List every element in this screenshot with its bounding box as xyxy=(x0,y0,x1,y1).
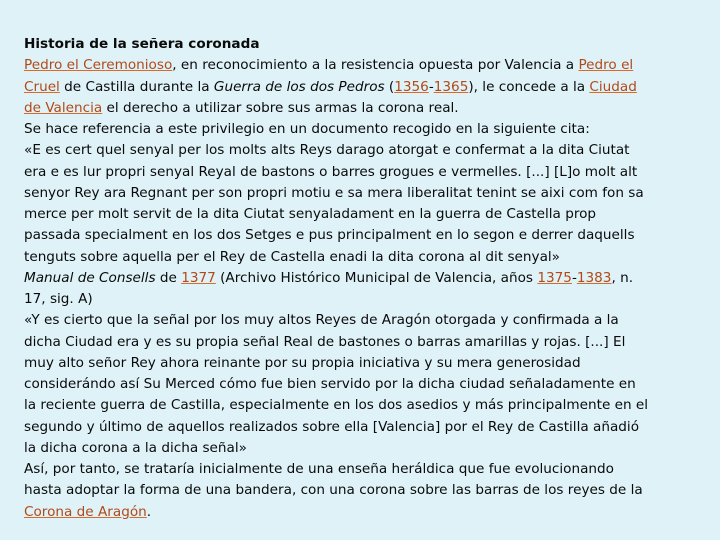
text: ), le concede a la xyxy=(468,78,590,95)
document-body xyxy=(24,34,694,523)
paragraph-1-line-2 xyxy=(24,77,694,98)
quote-spanish-line: considerándo así Su Merced cómo fue bien servido por la dicha ciudad señaladamente en xyxy=(24,376,636,392)
quote-spanish-line: dicha Ciudad era y es su propia señal Real de bastones o barras amarillas y rojas. [...] El xyxy=(24,333,626,350)
quote-spanish-line: la dicha corona a la dicha señal» xyxy=(24,439,247,456)
closing-line-2: hasta adoptar la forma de una bandera, con una corona sobre las barras de los reyes de la xyxy=(24,482,643,499)
period: . xyxy=(146,503,152,520)
italic-manual-de-consells: Manual de Consells xyxy=(24,269,156,286)
text: , n. xyxy=(611,269,634,286)
link-pedro-el-cruel-cont[interactable]: Cruel xyxy=(24,78,60,95)
paragraph-1-line-1 xyxy=(24,55,694,76)
paragraph-2: Se hace referencia a este privilegio en un documento recogido en la siguiente cita: xyxy=(24,121,590,137)
text: (Archivo Histórico Municipal de Valencia, años xyxy=(215,269,538,286)
quote-spanish-line: muy alto señor Rey ahora reinante por su propia iniciativa y su mera generosidad xyxy=(24,354,581,371)
quote-catalan-line: «E es cert quel senyal per los molts alts Reys darago atorgat e confermat a la dita Ciutat xyxy=(24,142,630,159)
text: de Castilla durante la xyxy=(59,78,214,95)
text: de xyxy=(155,269,182,286)
quote-catalan-line: merce per molt servit de la dita Ciutat senyaladament en la guerra de Castella prop xyxy=(24,206,597,222)
link-pedro-el-ceremonioso[interactable]: Pedro el Ceremonioso xyxy=(24,57,173,74)
document-title: Historia de la señera coronada xyxy=(24,36,260,52)
text: ( xyxy=(384,78,395,95)
link-1365[interactable]: 1365 xyxy=(433,78,469,95)
link-1375[interactable]: 1375 xyxy=(537,269,572,286)
quote-catalan-line: tenguts sobre aquella per el Rey de Castella enadi la dita corona al dit senyal» xyxy=(24,248,561,265)
closing-line-3 xyxy=(24,502,694,523)
text: el derecho a utilizar sobre sus armas la corona real. xyxy=(102,99,459,116)
quote-catalan-line: passada specialment en los dos Setges e pus principalment en lo segon e derrer daquells xyxy=(24,227,635,244)
link-1356[interactable]: 1356 xyxy=(394,78,429,95)
quote-spanish-line: «Y es cierto que la señal por los muy altos Reyes de Aragón otorgada y confirmada a la xyxy=(24,312,619,329)
quote-catalan-line: senyor Rey ara Regnant per son propri motiu e sa mera liberalitat tenint se aixi com fon sa xyxy=(24,184,644,201)
quote-spanish-line: segundo y último de aquellos realizados sobre ella [Valencia] por el Rey de Castilla añadió xyxy=(24,418,640,435)
citation-line-1 xyxy=(24,268,694,289)
closing-line-1: Así, por tanto, se trataría inicialmente de una enseña heráldica que fue evolucionando xyxy=(24,461,614,477)
dash: - xyxy=(428,78,434,95)
link-de-valencia[interactable]: de Valencia xyxy=(24,99,103,116)
link-corona-de-aragon[interactable]: Corona de Aragón xyxy=(24,503,147,520)
link-pedro-el-cruel[interactable]: Pedro el xyxy=(578,57,634,74)
quote-spanish-line: la reciente guerra de Castilla, especialmente en los dos asedios y más principalmente en el xyxy=(24,397,649,414)
link-1377[interactable]: 1377 xyxy=(181,269,216,286)
citation-line-2: 17, sig. A) xyxy=(24,291,93,307)
link-ciudad[interactable]: Ciudad xyxy=(589,78,637,95)
dash: - xyxy=(571,269,577,286)
quote-catalan-line: era e es lur propri senyal Reyal de bastons o barres grogues e vermelles. [...] [L]o molt alt xyxy=(24,163,638,180)
text: , en reconocimiento a la resistencia opuesta por Valencia a xyxy=(172,57,579,74)
italic-guerra-dos-pedros: Guerra de los dos Pedros xyxy=(213,78,385,95)
link-1383[interactable]: 1383 xyxy=(576,269,612,286)
paragraph-1-line-3 xyxy=(24,98,694,119)
